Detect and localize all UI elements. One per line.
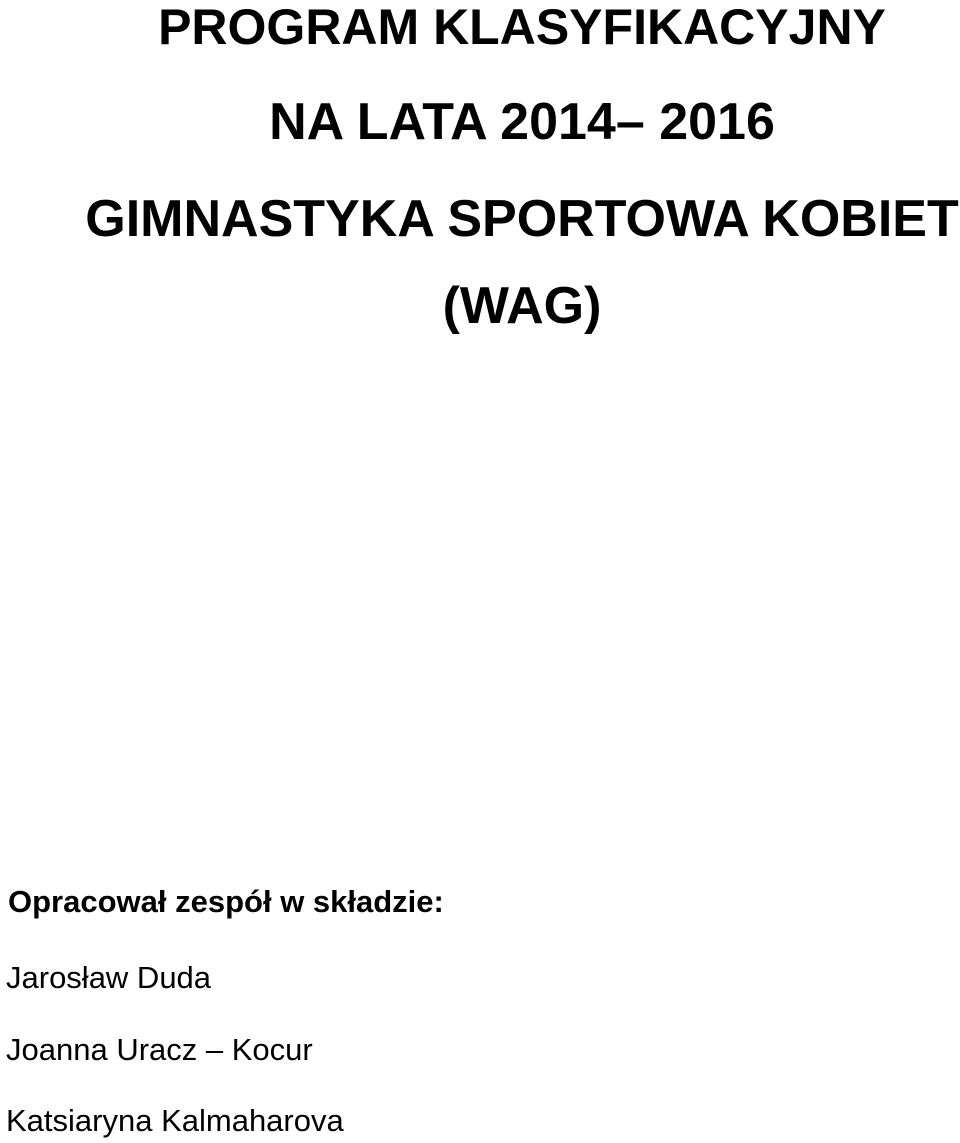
team-member: Jarosław Duda xyxy=(6,960,212,995)
team-member: Joanna Uracz – Kocur xyxy=(6,1032,313,1067)
team-member: Katsiaryna Kalmaharova xyxy=(6,1103,344,1138)
title-abbreviation: (WAG) xyxy=(442,277,602,335)
title-program: PROGRAM KLASYFIKACYJNY xyxy=(158,0,886,55)
title-years: NA LATA 2014– 2016 xyxy=(269,93,775,151)
team-heading: Opracował zespół w składzie: xyxy=(8,884,444,919)
title-discipline: GIMNASTYKA SPORTOWA KOBIET xyxy=(85,190,959,248)
